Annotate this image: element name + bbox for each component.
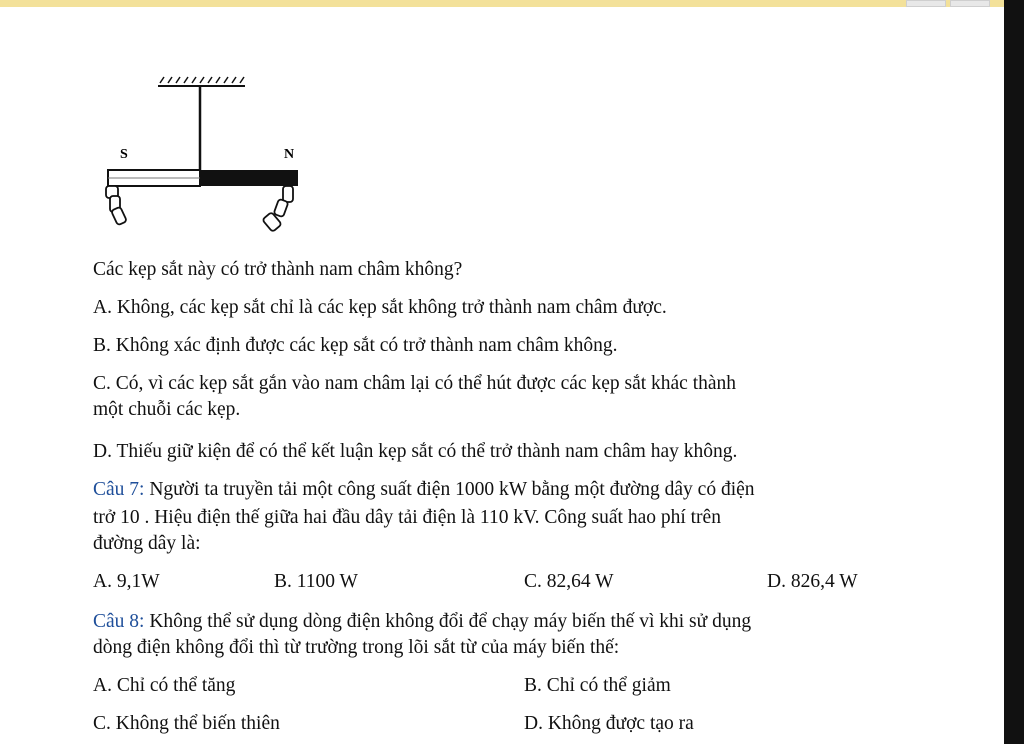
q6-option-c-line1: C. Có, vì các kẹp sắt gắn vào nam châm lại có thể hút được các kẹp sắt khác thành xyxy=(93,373,737,394)
q8-question-line1 xyxy=(93,610,751,634)
q7-question-line3: đường dây là: xyxy=(93,533,201,554)
top-window-bar xyxy=(0,0,1024,7)
q8-label: Câu 8: xyxy=(93,611,145,632)
magnet-figure xyxy=(100,70,320,250)
q7-option-d: D. 826,4 W xyxy=(767,571,858,592)
q8-option-a: A. Chỉ có thể tăng xyxy=(93,675,236,696)
q6-option-c-line2: một chuỗi các kẹp. xyxy=(93,399,241,420)
q8-text-line1: Không thể sử dụng dòng điện không đổi để chạy máy biến thế vì khi sử dụng xyxy=(149,611,752,632)
q6-option-d: D. Thiếu giữ kiện để có thể kết luận kẹp sắt có thể trở thành nam châm hay không. xyxy=(93,441,738,462)
q8-option-c: C. Không thể biến thiên xyxy=(93,713,280,734)
q8-option-b: B. Chỉ có thể giảm xyxy=(524,675,671,696)
q7-label: Câu 7: xyxy=(93,479,145,500)
q7-option-b: B. 1100 W xyxy=(274,571,358,592)
window-close-button[interactable] xyxy=(950,0,990,7)
q6-option-a: A. Không, các kẹp sắt chỉ là các kẹp sắt không trở thành nam châm được. xyxy=(93,297,667,318)
right-edge-bar xyxy=(1004,0,1024,744)
pole-n-label: N xyxy=(284,147,295,162)
q7-question-line2: trở 10 . Hiệu điện thế giữa hai đầu dây tải điện là 110 kV. Công suất hao phí trên xyxy=(93,507,721,528)
ceiling-hatching xyxy=(158,77,245,86)
q6-stem: Các kẹp sắt này có trở thành nam châm không? xyxy=(93,259,463,280)
q6-option-b: B. Không xác định được các kẹp sắt có trở thành nam châm không. xyxy=(93,335,618,356)
left-clip-chain xyxy=(106,186,127,225)
q7-question-line1 xyxy=(93,478,755,502)
pole-s-label: S xyxy=(120,147,128,162)
right-clip-chain xyxy=(262,186,293,232)
q8-option-d: D. Không được tạo ra xyxy=(524,713,694,734)
q8-question-line2: dòng điện không đổi thì từ trường trong lõi sắt từ của máy biến thế: xyxy=(93,637,620,658)
window-minimize-button[interactable] xyxy=(906,0,946,7)
q7-option-c: C. 82,64 W xyxy=(524,571,614,592)
q7-text-line1: Người ta truyền tải một công suất điện 1000 kW bằng một đường dây có điện xyxy=(149,479,755,500)
magnet-north-half xyxy=(200,170,298,186)
q7-option-a: A. 9,1W xyxy=(93,571,160,592)
